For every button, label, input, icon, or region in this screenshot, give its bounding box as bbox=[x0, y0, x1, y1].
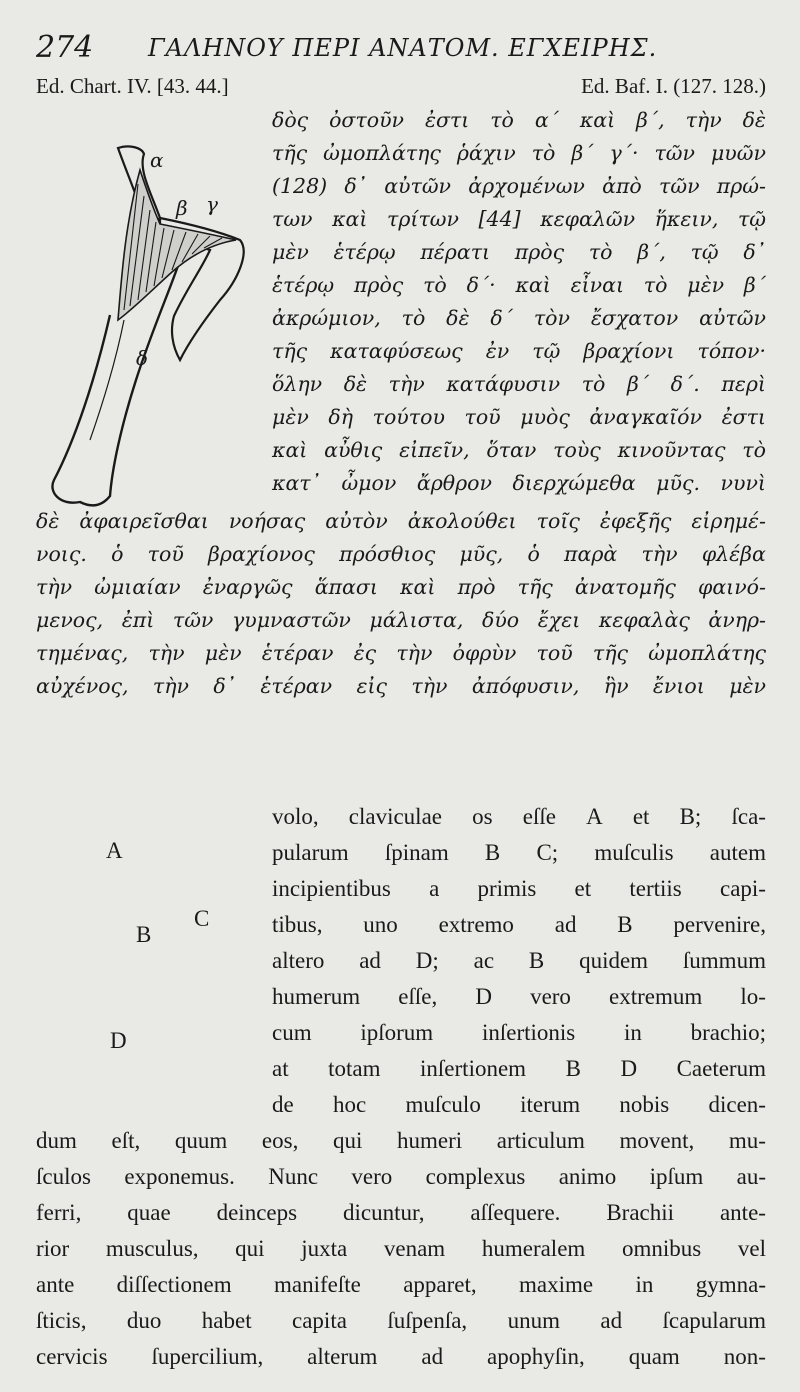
edition-chart-reference: Ed. Chart. IV. [43. 44.] bbox=[36, 74, 229, 98]
latin-line: de hoc muſculo iterum nobis dicen- bbox=[272, 1092, 766, 1117]
greek-line: (128) δ᾽ αὐτῶν ἀρχομένων ἀπὸ τῶν πρώ- bbox=[272, 174, 766, 198]
greek-line: ὅλην δὲ τὴν κατάφυσιν τὸ β΄ δ΄. περὶ bbox=[272, 372, 766, 396]
latin-line: cervicis ſupercilium, alterum ad apophyſin, quam non- bbox=[36, 1344, 766, 1369]
running-header bbox=[36, 30, 776, 66]
humerus-bone-outline bbox=[52, 260, 180, 505]
greek-line: δὸς ὀστοῦν ἐστι τὸ α΄ καὶ β΄, τὴν δὲ bbox=[272, 108, 766, 132]
greek-line: των καὶ τρίτων [44] κεφαλῶν ἥκειν, τῷ bbox=[272, 207, 766, 231]
latin-line: ferri, quae deinceps dicuntur, aſſequere. Brachii ante- bbox=[36, 1200, 766, 1225]
greek-line: κατ᾽ ὦμον ἄρθρον διερχώμεθα μῦς. νυνὶ bbox=[272, 471, 766, 495]
page-number: 274 bbox=[36, 30, 94, 65]
shoulder-muscle-illustration bbox=[40, 140, 260, 520]
figure-label-beta: β bbox=[176, 196, 188, 220]
anatomical-figure bbox=[40, 140, 260, 520]
bone-shading bbox=[90, 320, 124, 440]
figure-label-alpha: α bbox=[150, 148, 164, 172]
greek-line: μὲν ἑτέρῳ πέρατι πρὸς τὸ β΄, τῷ δ᾽ bbox=[272, 240, 766, 264]
muscle-belly bbox=[118, 170, 236, 320]
greek-line: τῆς καταφύσεως ἐν τῷ βραχίονι τόπον· bbox=[272, 339, 766, 363]
latin-line: ſculos exponemus. Nunc vero complexus animo ipſum au- bbox=[36, 1164, 766, 1189]
latin-line: altero ad D; ac B quidem ſummum bbox=[272, 948, 766, 973]
legend-letter-b: B bbox=[136, 922, 152, 947]
greek-line: μενος, ἐπὶ τῶν γυμναστῶν μάλιστα, δύο ἔχει κεφαλὰς ἀνηρ- bbox=[36, 608, 766, 632]
latin-line: volo, claviculae os eſſe A et B; ſca- bbox=[272, 804, 766, 829]
greek-line: καὶ αὖθις εἰπεῖν, ὅταν τοὺς κινοῦντας τὸ bbox=[272, 438, 766, 462]
legend-letter-d: D bbox=[110, 1028, 127, 1053]
figure-label-gamma: γ bbox=[206, 192, 218, 216]
greek-line: νοις. ὁ τοῦ βραχίονος πρόσθιος μῦς, ὁ παρὰ τὴν φλέβα bbox=[36, 542, 766, 566]
greek-line: δὲ ἀφαιρεῖσθαι νοήσας αὐτὸν ἀκολούθει τοῖς ἐφεξῆς εἰρημέ- bbox=[36, 509, 766, 533]
latin-line: cum ipſorum inſertionis in brachio; bbox=[272, 1020, 766, 1045]
latin-line: humerum eſſe, D vero extremum lo- bbox=[272, 984, 766, 1009]
figure-label-delta: δ bbox=[136, 346, 149, 370]
legend-letter-a: A bbox=[106, 838, 123, 863]
latin-line: tibus, uno extremo ad B pervenire, bbox=[272, 912, 766, 937]
edition-reference-line bbox=[36, 74, 766, 102]
legend-letter-c: C bbox=[194, 906, 210, 931]
edition-basel-reference: Ed. Baf. I. (127. 128.) bbox=[581, 74, 766, 98]
latin-line: incipientibus a primis et tertiis capi- bbox=[272, 876, 766, 901]
greek-line: μὲν δὴ τούτου τοῦ μυὸς ἀναγκαῖόν ἐστι bbox=[272, 405, 766, 429]
greek-line: τὴν ὠμιαίαν ἐναργῶς ἅπασι καὶ πρὸ τῆς ἀνατομῆς φαινό- bbox=[36, 575, 766, 599]
latin-line: ſticis, duo habet capita ſuſpenſa, unum ad ſcapularum bbox=[36, 1308, 766, 1333]
latin-line: ante diſſectionem manifeſte apparet, maxime in gymna- bbox=[36, 1272, 766, 1297]
running-title: ΓΑΛΗΝΟΥ ΠΕΡΙ ΑΝΑΤΟΜ. ΕΓΧΕΙΡΗΣ. bbox=[148, 34, 658, 62]
greek-line: αὐχένος, τὴν δ᾽ ἑτέραν εἰς τὴν ἀπόφυσιν, ἣν ἔνιοι μὲν bbox=[36, 674, 766, 698]
greek-line: τῆς ὠμοπλάτης ῥάχιν τὸ β΄ γ΄· τῶν μυῶν bbox=[272, 141, 766, 165]
latin-line: pularum ſpinam B C; muſculis autem bbox=[272, 840, 766, 865]
latin-line: at totam inſertionem B D Caeterum bbox=[272, 1056, 766, 1081]
greek-line: ἀκρώμιον, τὸ δὲ δ΄ τὸν ἔσχατον αὐτῶν bbox=[272, 306, 766, 330]
latin-line: rior musculus, qui juxta venam humeralem omnibus vel bbox=[36, 1236, 766, 1261]
latin-line: dum eſt, quum eos, qui humeri articulum movent, mu- bbox=[36, 1128, 766, 1153]
greek-line: ἑτέρῳ πρὸς τὸ δ΄· καὶ εἶναι τὸ μὲν β΄ bbox=[272, 273, 766, 297]
greek-line: τημένας, τὴν μὲν ἑτέραν ἐς τὴν ὀφρὺν τοῦ τῆς ὠμοπλάτης bbox=[36, 641, 766, 665]
